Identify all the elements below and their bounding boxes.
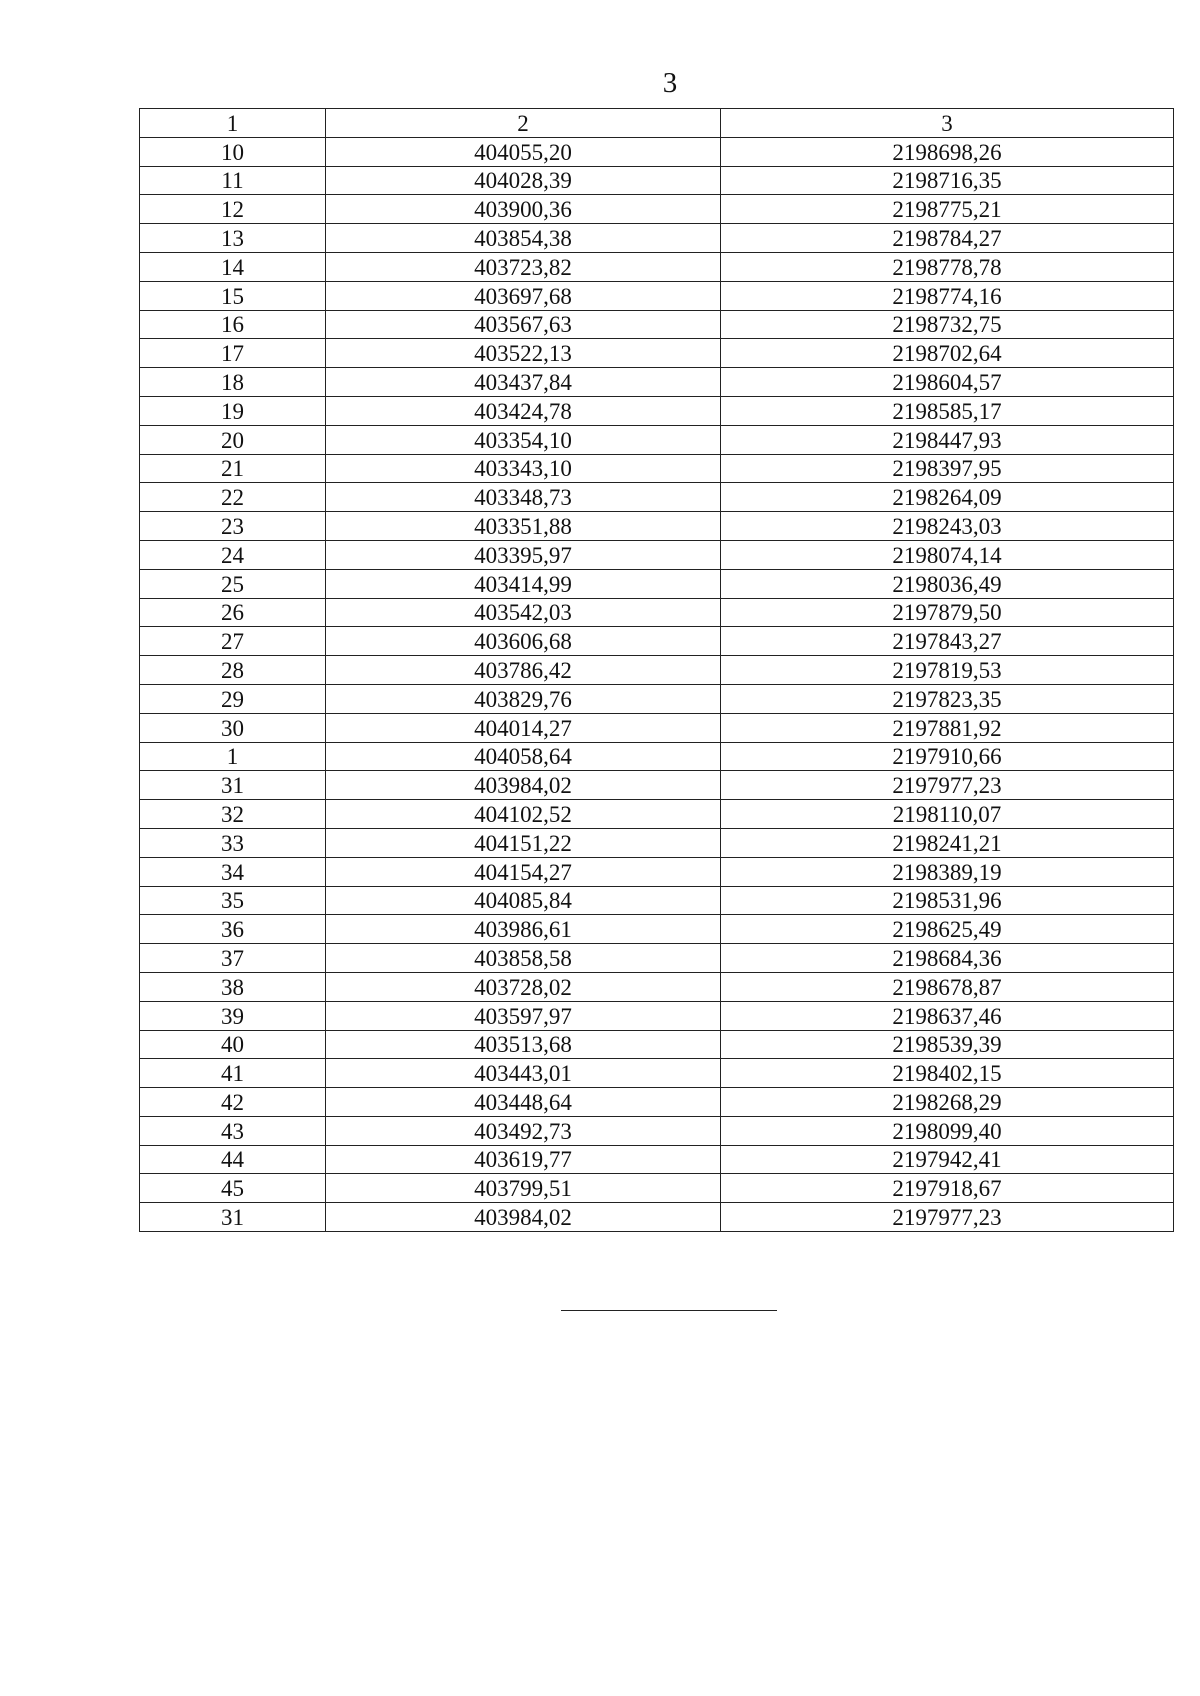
table-row	[140, 368, 1174, 397]
table-row	[140, 166, 1174, 195]
cell-y-coordinate: 2198539,39	[721, 1030, 1174, 1059]
cell-y-coordinate: 2198397,95	[721, 454, 1174, 483]
cell-point-number: 35	[140, 886, 326, 915]
cell-y-coordinate: 2198447,93	[721, 425, 1174, 454]
table-row	[140, 944, 1174, 973]
cell-y-coordinate: 2198241,21	[721, 828, 1174, 857]
cell-x-coordinate: 403448,64	[326, 1088, 721, 1117]
cell-x-coordinate: 403348,73	[326, 483, 721, 512]
cell-x-coordinate: 404151,22	[326, 828, 721, 857]
cell-y-coordinate: 2197881,92	[721, 713, 1174, 742]
cell-x-coordinate: 403984,02	[326, 1203, 721, 1232]
cell-point-number: 11	[140, 166, 326, 195]
table-row	[140, 656, 1174, 685]
table-row	[140, 627, 1174, 656]
cell-y-coordinate: 2197977,23	[721, 1203, 1174, 1232]
cell-y-coordinate: 2197977,23	[721, 771, 1174, 800]
cell-y-coordinate: 2198698,26	[721, 137, 1174, 166]
table-row	[140, 1001, 1174, 1030]
cell-x-coordinate: 404102,52	[326, 800, 721, 829]
table-row	[140, 1030, 1174, 1059]
table-row	[140, 684, 1174, 713]
cell-x-coordinate: 403395,97	[326, 540, 721, 569]
cell-x-coordinate: 403597,97	[326, 1001, 721, 1030]
cell-y-coordinate: 2198389,19	[721, 857, 1174, 886]
table-row	[140, 771, 1174, 800]
cell-point-number: 36	[140, 915, 326, 944]
cell-x-coordinate: 403984,02	[326, 771, 721, 800]
cell-point-number: 1	[140, 742, 326, 771]
cell-point-number: 34	[140, 857, 326, 886]
cell-x-coordinate: 403414,99	[326, 569, 721, 598]
table-row	[140, 1088, 1174, 1117]
cell-y-coordinate: 2198784,27	[721, 224, 1174, 253]
cell-point-number: 29	[140, 684, 326, 713]
cell-x-coordinate: 403723,82	[326, 252, 721, 281]
cell-y-coordinate: 2198585,17	[721, 396, 1174, 425]
table-row	[140, 972, 1174, 1001]
cell-x-coordinate: 403619,77	[326, 1145, 721, 1174]
page-number: 3	[662, 67, 678, 99]
table-row	[140, 195, 1174, 224]
cell-y-coordinate: 2197910,66	[721, 742, 1174, 771]
cell-y-coordinate: 2198243,03	[721, 512, 1174, 541]
cell-x-coordinate: 403697,68	[326, 281, 721, 310]
cell-x-coordinate: 404028,39	[326, 166, 721, 195]
cell-y-coordinate: 2198732,75	[721, 310, 1174, 339]
cell-y-coordinate: 2198716,35	[721, 166, 1174, 195]
cell-point-number: 39	[140, 1001, 326, 1030]
table-row	[140, 252, 1174, 281]
cell-point-number: 38	[140, 972, 326, 1001]
table-row	[140, 886, 1174, 915]
table-row	[140, 425, 1174, 454]
cell-y-coordinate: 2198778,78	[721, 252, 1174, 281]
cell-x-coordinate: 403986,61	[326, 915, 721, 944]
table-row	[140, 800, 1174, 829]
cell-x-coordinate: 403829,76	[326, 684, 721, 713]
cell-y-coordinate: 2198774,16	[721, 281, 1174, 310]
table-row	[140, 569, 1174, 598]
cell-x-coordinate: 403343,10	[326, 454, 721, 483]
cell-y-coordinate: 2197819,53	[721, 656, 1174, 685]
cell-point-number: 26	[140, 598, 326, 627]
column-header-y-coordinate: 3	[721, 109, 1174, 138]
cell-point-number: 28	[140, 656, 326, 685]
cell-point-number: 44	[140, 1145, 326, 1174]
cell-x-coordinate: 403542,03	[326, 598, 721, 627]
table-row	[140, 281, 1174, 310]
cell-point-number: 12	[140, 195, 326, 224]
cell-point-number: 13	[140, 224, 326, 253]
table-row	[140, 915, 1174, 944]
cell-y-coordinate: 2198702,64	[721, 339, 1174, 368]
cell-x-coordinate: 404085,84	[326, 886, 721, 915]
table-row	[140, 1145, 1174, 1174]
table-row	[140, 713, 1174, 742]
cell-x-coordinate: 403786,42	[326, 656, 721, 685]
cell-y-coordinate: 2198402,15	[721, 1059, 1174, 1088]
cell-point-number: 25	[140, 569, 326, 598]
cell-x-coordinate: 403799,51	[326, 1174, 721, 1203]
cell-point-number: 33	[140, 828, 326, 857]
table-row	[140, 339, 1174, 368]
cell-y-coordinate: 2197918,67	[721, 1174, 1174, 1203]
cell-y-coordinate: 2197879,50	[721, 598, 1174, 627]
cell-y-coordinate: 2198531,96	[721, 886, 1174, 915]
cell-y-coordinate: 2198604,57	[721, 368, 1174, 397]
cell-x-coordinate: 403854,38	[326, 224, 721, 253]
cell-point-number: 31	[140, 1203, 326, 1232]
footer-rule	[561, 1310, 777, 1311]
cell-point-number: 27	[140, 627, 326, 656]
table-row	[140, 310, 1174, 339]
table-row	[140, 224, 1174, 253]
cell-x-coordinate: 403354,10	[326, 425, 721, 454]
cell-point-number: 45	[140, 1174, 326, 1203]
table-row	[140, 396, 1174, 425]
cell-x-coordinate: 403606,68	[326, 627, 721, 656]
cell-point-number: 20	[140, 425, 326, 454]
cell-x-coordinate: 403424,78	[326, 396, 721, 425]
table-row	[140, 857, 1174, 886]
cell-point-number: 41	[140, 1059, 326, 1088]
cell-x-coordinate: 403858,58	[326, 944, 721, 973]
cell-point-number: 22	[140, 483, 326, 512]
cell-y-coordinate: 2198099,40	[721, 1116, 1174, 1145]
cell-x-coordinate: 404055,20	[326, 137, 721, 166]
cell-point-number: 30	[140, 713, 326, 742]
table-body	[140, 137, 1174, 1231]
cell-x-coordinate: 403522,13	[326, 339, 721, 368]
cell-point-number: 40	[140, 1030, 326, 1059]
cell-point-number: 23	[140, 512, 326, 541]
cell-point-number: 37	[140, 944, 326, 973]
cell-point-number: 43	[140, 1116, 326, 1145]
cell-point-number: 32	[140, 800, 326, 829]
cell-point-number: 16	[140, 310, 326, 339]
cell-y-coordinate: 2198684,36	[721, 944, 1174, 973]
coordinates-table	[139, 108, 1174, 1232]
cell-y-coordinate: 2198074,14	[721, 540, 1174, 569]
table-row	[140, 512, 1174, 541]
cell-x-coordinate: 403900,36	[326, 195, 721, 224]
cell-x-coordinate: 404058,64	[326, 742, 721, 771]
cell-y-coordinate: 2198036,49	[721, 569, 1174, 598]
cell-point-number: 15	[140, 281, 326, 310]
cell-y-coordinate: 2198678,87	[721, 972, 1174, 1001]
table-row	[140, 483, 1174, 512]
cell-x-coordinate: 404014,27	[326, 713, 721, 742]
cell-x-coordinate: 403351,88	[326, 512, 721, 541]
table-row	[140, 598, 1174, 627]
header-row	[140, 109, 1174, 138]
cell-y-coordinate: 2197823,35	[721, 684, 1174, 713]
cell-x-coordinate: 404154,27	[326, 857, 721, 886]
cell-y-coordinate: 2198775,21	[721, 195, 1174, 224]
cell-point-number: 17	[140, 339, 326, 368]
table-header	[140, 109, 1174, 138]
cell-point-number: 19	[140, 396, 326, 425]
cell-y-coordinate: 2197942,41	[721, 1145, 1174, 1174]
cell-point-number: 21	[140, 454, 326, 483]
cell-x-coordinate: 403513,68	[326, 1030, 721, 1059]
table-row	[140, 137, 1174, 166]
cell-y-coordinate: 2198110,07	[721, 800, 1174, 829]
cell-x-coordinate: 403443,01	[326, 1059, 721, 1088]
column-header-point-number: 1	[140, 109, 326, 138]
cell-x-coordinate: 403492,73	[326, 1116, 721, 1145]
table-row	[140, 1116, 1174, 1145]
cell-x-coordinate: 403728,02	[326, 972, 721, 1001]
table-row	[140, 1059, 1174, 1088]
cell-point-number: 10	[140, 137, 326, 166]
cell-y-coordinate: 2198264,09	[721, 483, 1174, 512]
cell-x-coordinate: 403567,63	[326, 310, 721, 339]
cell-y-coordinate: 2197843,27	[721, 627, 1174, 656]
cell-x-coordinate: 403437,84	[326, 368, 721, 397]
cell-point-number: 31	[140, 771, 326, 800]
cell-y-coordinate: 2198268,29	[721, 1088, 1174, 1117]
cell-y-coordinate: 2198637,46	[721, 1001, 1174, 1030]
table-row	[140, 540, 1174, 569]
table-row	[140, 1174, 1174, 1203]
cell-point-number: 18	[140, 368, 326, 397]
column-header-x-coordinate: 2	[326, 109, 721, 138]
cell-point-number: 42	[140, 1088, 326, 1117]
table-row	[140, 742, 1174, 771]
cell-point-number: 14	[140, 252, 326, 281]
table-row	[140, 454, 1174, 483]
cell-point-number: 24	[140, 540, 326, 569]
cell-y-coordinate: 2198625,49	[721, 915, 1174, 944]
table-row	[140, 828, 1174, 857]
table-row	[140, 1203, 1174, 1232]
